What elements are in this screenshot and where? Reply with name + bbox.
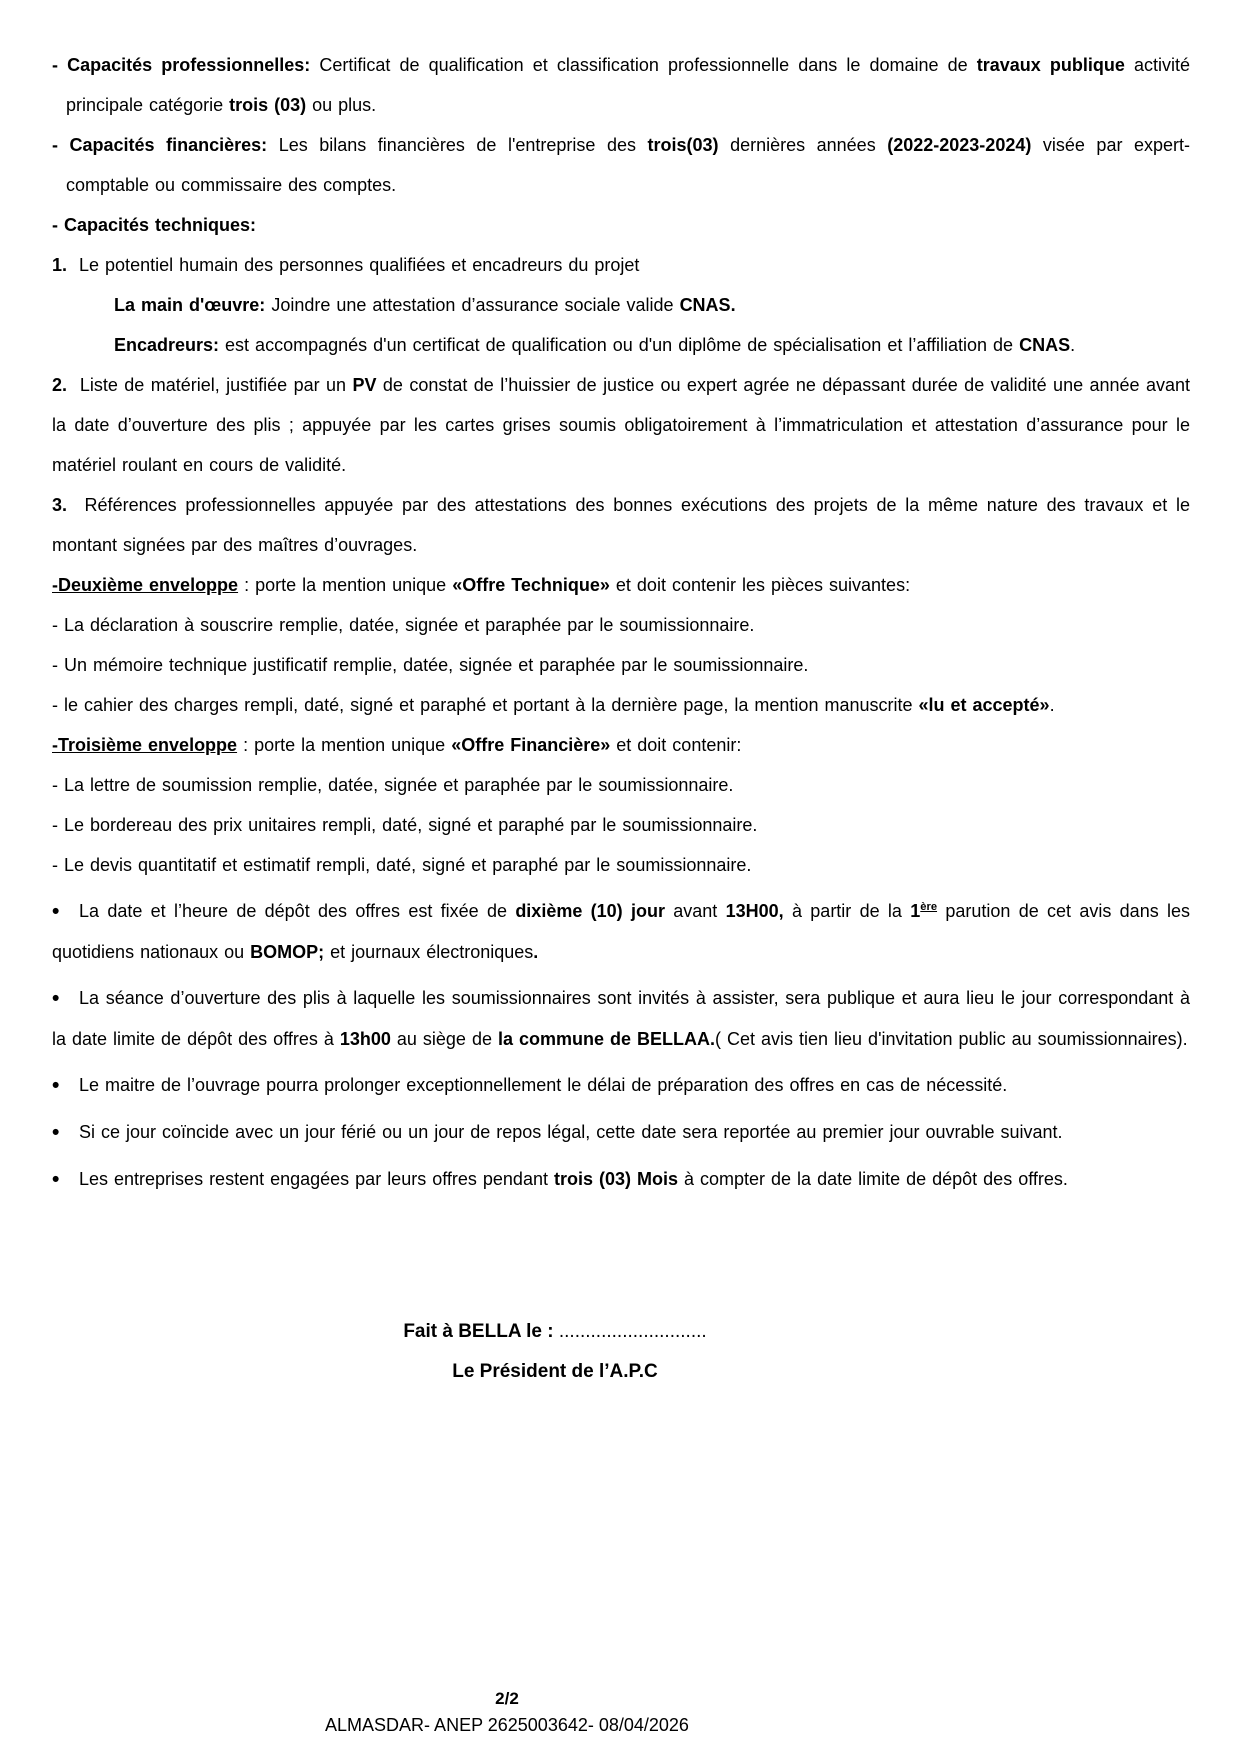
text-run: BOMOP; [250, 942, 325, 962]
text-run: la commune de BELLAA. [497, 1029, 715, 1049]
text-run: : porte la mention unique [237, 735, 452, 755]
text-run: . [1070, 335, 1076, 355]
text-run: de constat de l’huissier de justice ou expert agrée ne dépassant durée de validité une année avant la date d’ouverture des plis ; appuyée par les cartes grises soumis obligatoirement à l’immatriculation et attestation d’assurance pour le matériel roulant en cours de validité. [52, 375, 1190, 475]
page-footer [0, 1686, 1014, 1739]
text-run: et doit contenir les pièces suivantes: [609, 575, 911, 595]
text-run: - Capacités professionnelles: [52, 55, 320, 75]
paragraph [52, 685, 1190, 725]
paragraph [52, 125, 1190, 205]
text-run: La main d'œuvre: [114, 295, 272, 315]
paragraph [52, 485, 1190, 565]
text-run: . [1049, 695, 1055, 715]
paragraph [52, 1159, 1190, 1200]
text-run: 1 [910, 901, 921, 921]
signature-date-label: Fait à BELLA le : [403, 1321, 559, 1342]
text-run: - Un mémoire technique justificatif remplie, datée, signée et paraphée par le soumissionnaire. [52, 655, 809, 675]
text-run: - le cahier des charges rempli, daté, signé et paraphé et portant à la dernière page, la mention manuscrite [52, 695, 919, 715]
text-run: et doit contenir: [610, 735, 742, 755]
text-run: travaux publique [976, 55, 1125, 75]
text-run: (2022-2023-2024) [887, 135, 1032, 155]
signature-date-line [0, 1312, 1110, 1352]
text-run: Encadreurs: [114, 335, 226, 355]
paragraph [114, 285, 1190, 325]
text-run: - Capacités techniques: [52, 215, 257, 235]
paragraph [52, 645, 1190, 685]
text-run: à compter de la date limite de dépôt des offres. [678, 1169, 1068, 1189]
text-run: CNAS [1019, 335, 1071, 355]
signature-dots: ............................ [558, 1321, 707, 1342]
text-run: ou plus. [306, 95, 377, 115]
text-run: ère [920, 901, 938, 913]
text-run: au siège de [390, 1029, 498, 1049]
text-run: dernières années [718, 135, 888, 155]
paragraph [52, 565, 1190, 605]
text-run: Les entreprises restent engagées par leurs offres pendant [79, 1169, 554, 1189]
text-run: 1. [52, 255, 68, 275]
paragraph [52, 845, 1190, 885]
paragraph [52, 765, 1190, 805]
text-run: La séance d’ouverture des plis à laquelle les soumissionnaires sont invités à assister, sera publique et aura lieu le jour correspondant à la date limite de dépôt des offres à [52, 988, 1190, 1049]
text-run: dixième (10) jour [515, 901, 665, 921]
text-run: - La déclaration à souscrire remplie, datée, signée et paraphée par le soumissionnaire. [52, 615, 755, 635]
signature-block [0, 1312, 1110, 1392]
text-run: PV [352, 375, 377, 395]
text-run: Les bilans financières de l'entreprise des [278, 135, 648, 155]
document-body [52, 45, 1190, 1200]
paragraph [52, 891, 1190, 972]
bullet-marker-icon: • [52, 1074, 60, 1097]
text-run: est accompagnés d'un certificat de qualification ou d'un diplôme de spécialisation et l’affiliation de [225, 335, 1020, 355]
text-run: trois (03) [229, 95, 307, 115]
paragraph [52, 205, 1190, 245]
paragraph [52, 1112, 1190, 1153]
text-run: «Offre Financière» [451, 735, 611, 755]
paragraph [52, 245, 1190, 285]
paragraph [52, 45, 1190, 125]
text-run: - Le bordereau des prix unitaires rempli, daté, signé et paraphé par le soumissionnaire. [52, 815, 758, 835]
text-run: Références professionnelles appuyée par des attestations des bonnes exécutions des projets de la même nature des travaux et le montant signées par des maîtres d’ouvrages. [52, 495, 1190, 555]
text-run: et journaux électroniques [324, 942, 534, 962]
text-run: Le potentiel humain des personnes qualifiées et encadreurs du projet [67, 255, 640, 275]
text-run: trois(03) [647, 135, 719, 155]
text-run: Certificat de qualification et classification professionnelle dans le domaine de [319, 55, 977, 75]
text-run: activité principale catégorie [66, 55, 1191, 115]
text-run: parution de cet avis dans les quotidiens nationaux ou [52, 901, 1191, 962]
paragraph [52, 365, 1190, 485]
text-run: - La lettre de soumission remplie, datée, signée et paraphée par le soumissionnaire. [52, 775, 734, 795]
text-run: CNAS. [679, 295, 736, 315]
text-run: 3. [52, 495, 68, 515]
text-run: «Offre Technique» [452, 575, 610, 595]
text-run: visée par expert-comptable ou commissaire des comptes. [66, 135, 1191, 195]
paragraph [114, 325, 1190, 365]
text-run: avant [664, 901, 726, 921]
text-run: Joindre une attestation d’assurance sociale valide [271, 295, 680, 315]
paragraph [52, 725, 1190, 765]
text-run: : porte la mention unique [238, 575, 453, 595]
text-run: trois (03) Mois [553, 1169, 678, 1189]
text-run: - Capacités financières: [52, 135, 279, 155]
paragraph [52, 805, 1190, 845]
text-run: 13H00, [725, 901, 784, 921]
text-run: ( Cet avis tien lieu d'invitation public au soumissionnaires). [715, 1029, 1188, 1049]
paragraph [52, 978, 1190, 1059]
text-run: 13h00 [339, 1029, 391, 1049]
signature-title: Le Président de l’A.P.C [452, 1361, 658, 1382]
text-run: - Le devis quantitatif et estimatif rempli, daté, signé et paraphé par le soumissionnaire. [52, 855, 752, 875]
publication-line: ALMASDAR- ANEP 2625003642- 08/04/2026 [325, 1715, 689, 1735]
text-run: 2. [52, 375, 68, 395]
text-run: «lu et accepté» [918, 695, 1050, 715]
text-run: -Troisième enveloppe [52, 735, 238, 755]
text-run: Si ce jour coïncide avec un jour férié ou un jour de repos légal, cette date sera reportée au premier jour ouvrable suivant. [79, 1122, 1063, 1142]
text-run: à partir de la [783, 901, 911, 921]
paragraph [52, 1065, 1190, 1106]
paragraph [52, 605, 1190, 645]
bullet-marker-icon: • [52, 900, 60, 923]
bullet-marker-icon: • [52, 1168, 60, 1191]
text-run: . [533, 942, 539, 962]
bullet-marker-icon: • [52, 1121, 60, 1144]
text-run: La date et l’heure de dépôt des offres est fixée de [79, 901, 516, 921]
page-number: 2/2 [495, 1689, 519, 1708]
text-run: Le maitre de l’ouvrage pourra prolonger exceptionnellement le délai de préparation des offres en cas de nécessité. [79, 1075, 1008, 1095]
text-run: Liste de matériel, justifiée par un [67, 375, 353, 395]
text-run: -Deuxième enveloppe [52, 575, 239, 595]
bullet-marker-icon: • [52, 987, 60, 1010]
